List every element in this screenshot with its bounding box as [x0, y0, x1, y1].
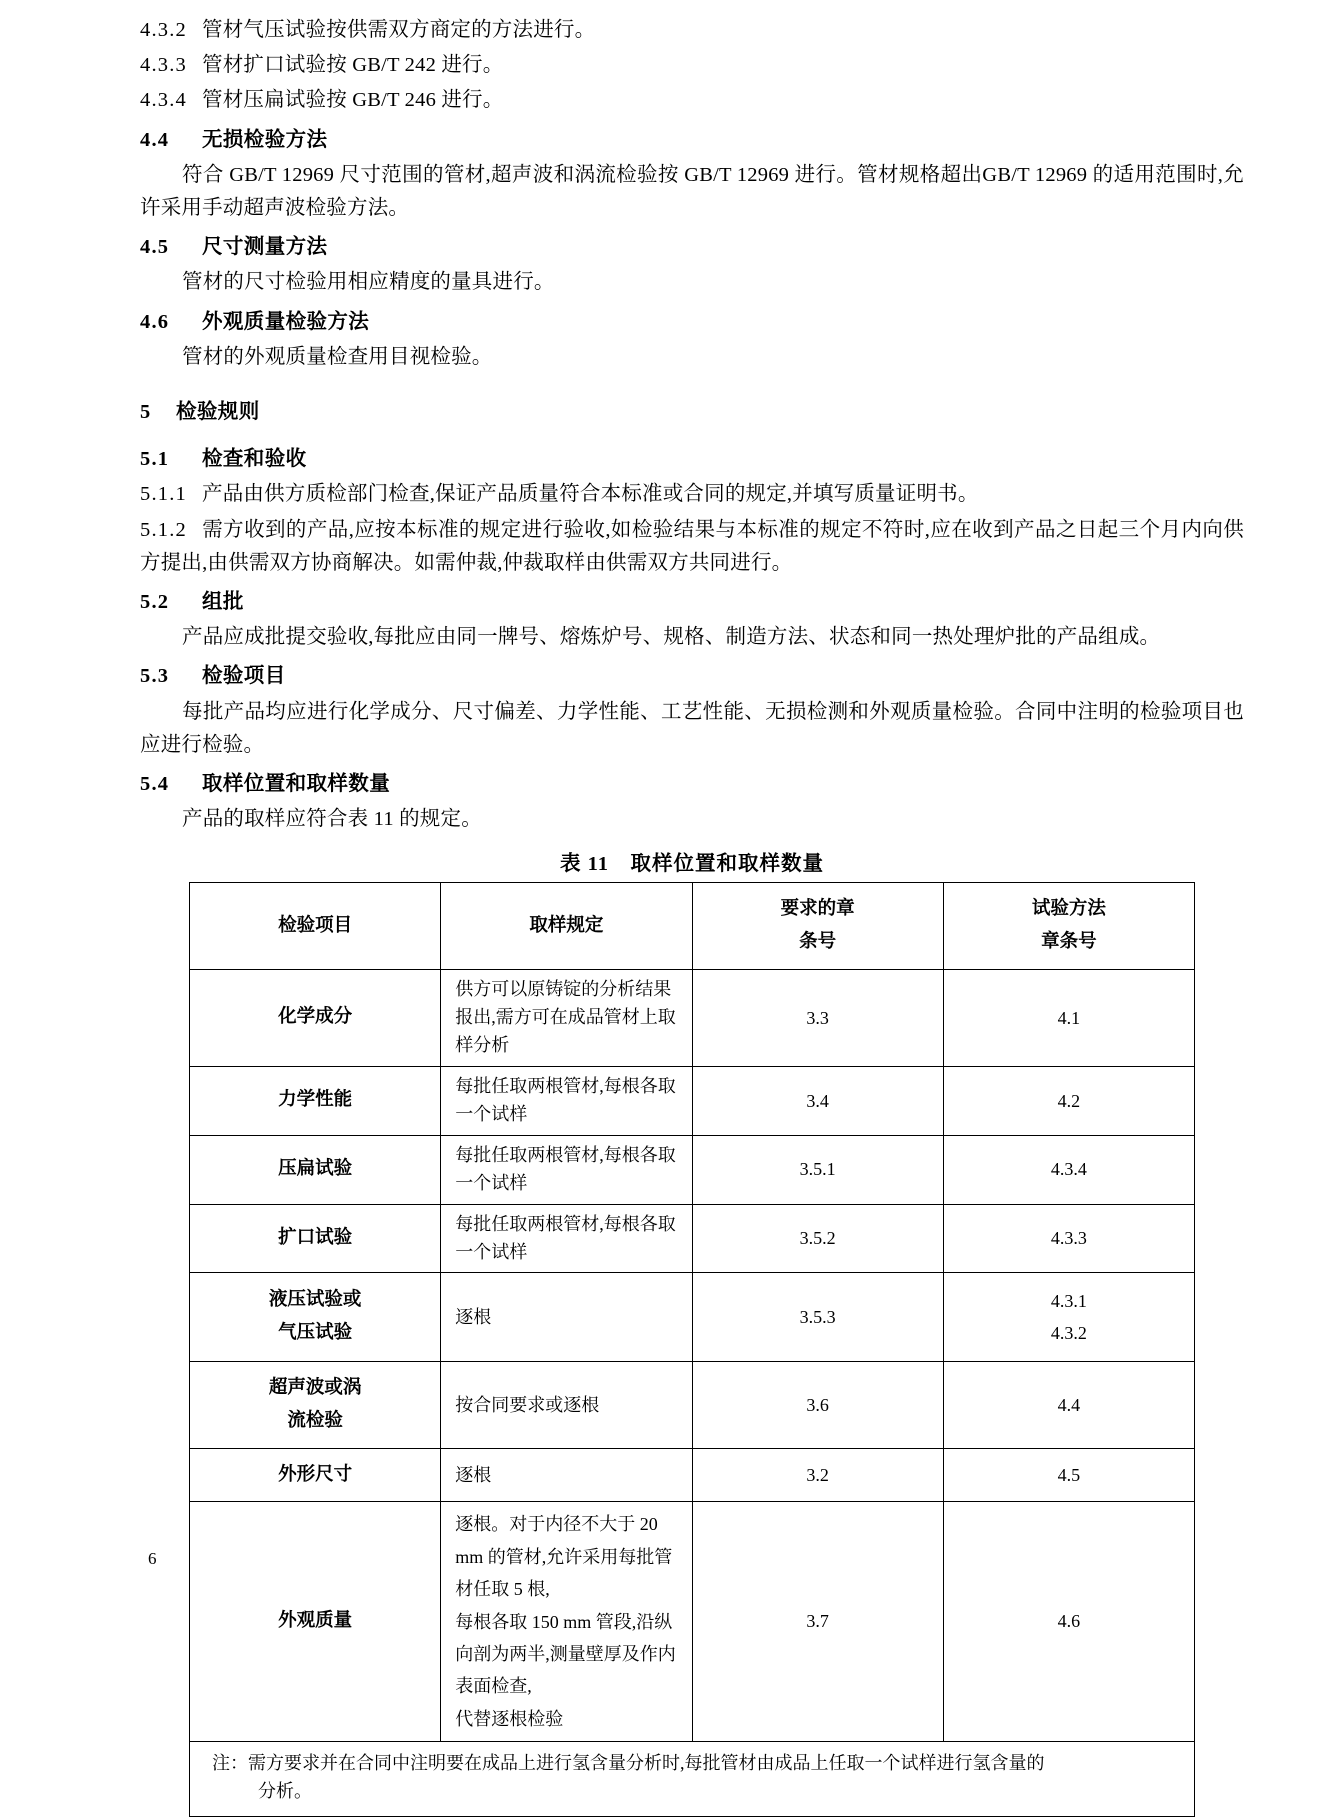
- table-row: [190, 970, 1195, 1067]
- cell-item: 力学性能: [190, 1067, 441, 1136]
- heading-title: 检查和验收: [202, 448, 307, 471]
- heading-5-2: [140, 586, 1244, 619]
- heading-title: 无损检验方法: [202, 128, 328, 151]
- clause-text: 管材气压试验按供需双方商定的方法进行。: [202, 19, 596, 41]
- sampling-table: [189, 882, 1195, 1817]
- cell-requirement: 3.6: [692, 1362, 943, 1449]
- table-row: [190, 1204, 1195, 1273]
- cell-rule: 逐根: [441, 1449, 692, 1502]
- cell-item-line2: 气压试验: [278, 1323, 353, 1344]
- cell-method-line1: 4.3.1: [1050, 1291, 1087, 1312]
- cell-item-line2: 流检验: [287, 1411, 343, 1432]
- header-requirement-clause-line2: 条号: [799, 932, 837, 953]
- cell-method: 4.1: [943, 970, 1194, 1067]
- header-test-method-line1: 试验方法: [1031, 899, 1106, 920]
- cell-rule: [441, 1502, 692, 1742]
- table-row: [190, 1135, 1195, 1204]
- heading-number: 4.4: [140, 128, 170, 151]
- paragraph-4-5: 管材的尺寸检验用相应精度的量具进行。: [182, 271, 555, 294]
- clause-number: 5.1.1: [140, 483, 187, 506]
- clause-4-3-4: [140, 84, 1244, 117]
- table-row: [190, 1502, 1195, 1742]
- heading-number: 5.2: [140, 591, 170, 614]
- clause-5-1-2: [140, 514, 1244, 580]
- clause-number: 4.3.4: [140, 89, 187, 112]
- table-note-line1: 注：需方要求并在合同中注明要在成品上进行氢含量分析时,每批管材由成品上任取一个试样进行氢含量的: [212, 1753, 1045, 1774]
- cell-rule-line2: 每根各取 150 mm 管段,沿纵向剖为两半,测量壁厚及作内表面检查,: [455, 1611, 676, 1697]
- paragraph-4-4: 符合 GB/T 12969 尺寸范围的管材,超声波和涡流检验按 GB/T 12969 进行。管材规格超出GB/T 12969 的适用范围时,允许采用手动超声波检验方法。: [140, 163, 1244, 220]
- cell-requirement: 3.7: [692, 1502, 943, 1742]
- cell-item: [190, 1273, 441, 1362]
- table-row: [190, 1362, 1195, 1449]
- cell-method: 4.2: [943, 1067, 1194, 1136]
- cell-item-line1: 超声波或涡: [268, 1378, 362, 1399]
- cell-requirement: 3.5.2: [692, 1204, 943, 1273]
- table-row: [190, 1273, 1195, 1362]
- paragraph-5-3: 每批产品均应进行化学成分、尺寸偏差、力学性能、工艺性能、无损检测和外观质量检验。合同中注明的检验项目也应进行检验。: [140, 700, 1244, 756]
- table-caption: 表 11 取样位置和取样数量: [560, 853, 824, 876]
- clause-number: 4.3.2: [140, 19, 187, 41]
- clause-4-3-2: [140, 14, 1244, 47]
- heading-title: 检验规则: [176, 401, 260, 424]
- cell-method: 4.4: [943, 1362, 1194, 1449]
- heading-4-6: [140, 306, 1244, 339]
- cell-item: 外观质量: [190, 1502, 441, 1742]
- heading-number: 5.1: [140, 448, 170, 471]
- cell-item: [190, 1362, 441, 1449]
- paragraph-5-4: 产品的取样应符合表 11 的规定。: [182, 808, 482, 831]
- table-note-line2: 分析。: [258, 1781, 312, 1802]
- cell-rule: 每批任取两根管材,每根各取一个试样: [441, 1135, 692, 1204]
- header-test-method-clause: [943, 883, 1194, 970]
- heading-title: 尺寸测量方法: [202, 236, 328, 259]
- heading-5: [140, 396, 1244, 429]
- cell-requirement: 3.5.1: [692, 1135, 943, 1204]
- heading-title: 检验项目: [202, 665, 286, 688]
- table-header-row: [190, 883, 1195, 970]
- cell-requirement: 3.3: [692, 970, 943, 1067]
- cell-method-line2: 4.3.2: [1050, 1323, 1087, 1344]
- table-row: [190, 1067, 1195, 1136]
- cell-rule: 按合同要求或逐根: [441, 1362, 692, 1449]
- paragraph-5-2: 产品应成批提交验收,每批应由同一牌号、熔炼炉号、规格、制造方法、状态和同一热处理炉批的产品组成。: [182, 626, 1161, 649]
- heading-number: 5.3: [140, 665, 170, 688]
- clause-text: 管材扩口试验按 GB/T 242 进行。: [202, 54, 504, 77]
- cell-item: 扩口试验: [190, 1204, 441, 1273]
- cell-method: 4.3.4: [943, 1135, 1194, 1204]
- header-sampling-rule: 取样规定: [441, 883, 692, 970]
- heading-title: 外观质量检验方法: [202, 310, 370, 333]
- header-inspection-item: 检验项目: [190, 883, 441, 970]
- heading-number: 5: [140, 401, 152, 424]
- cell-method: 4.3.3: [943, 1204, 1194, 1273]
- cell-requirement: 3.2: [692, 1449, 943, 1502]
- heading-title: 组批: [202, 591, 244, 614]
- heading-number: 4.5: [140, 236, 170, 259]
- clause-number: 5.1.2: [140, 518, 187, 541]
- heading-number: 4.6: [140, 310, 170, 333]
- cell-rule: 供方可以原铸锭的分析结果报出,需方可在成品管材上取样分析: [441, 970, 692, 1067]
- page-number: 6: [148, 1549, 157, 1568]
- cell-rule: 每批任取两根管材,每根各取一个试样: [441, 1067, 692, 1136]
- cell-item: 外形尺寸: [190, 1449, 441, 1502]
- heading-5-1: [140, 443, 1244, 476]
- cell-requirement: 3.4: [692, 1067, 943, 1136]
- heading-title: 取样位置和取样数量: [202, 773, 391, 796]
- cell-rule: 逐根: [441, 1273, 692, 1362]
- header-test-method-line2: 章条号: [1041, 932, 1097, 953]
- cell-method: 4.5: [943, 1449, 1194, 1502]
- header-requirement-clause: [692, 883, 943, 970]
- cell-method: 4.6: [943, 1502, 1194, 1742]
- paragraph-4-6: 管材的外观质量检查用目视检验。: [182, 345, 493, 368]
- table-note-row: [190, 1742, 1195, 1817]
- cell-method: [943, 1273, 1194, 1362]
- cell-rule: 每批任取两根管材,每根各取一个试样: [441, 1204, 692, 1273]
- heading-number: 5.4: [140, 773, 170, 796]
- table-note: [190, 1742, 1195, 1817]
- clause-4-3-3: [140, 49, 1244, 82]
- cell-item: 化学成分: [190, 970, 441, 1067]
- heading-4-5: [140, 231, 1244, 264]
- heading-4-4: [140, 124, 1244, 157]
- clause-5-1-1: [140, 478, 1244, 511]
- cell-rule-line3: 代替逐根检验: [455, 1708, 564, 1729]
- clause-text: 产品由供方质检部门检查,保证产品质量符合本标准或合同的规定,并填写质量证明书。: [202, 483, 979, 506]
- cell-rule-line1: 逐根。对于内径不大于 20 mm 的管材,允许采用每批管材任取 5 根,: [455, 1514, 673, 1600]
- cell-item-line1: 液压试验或: [268, 1290, 362, 1311]
- clause-text: 管材压扁试验按 GB/T 246 进行。: [202, 89, 504, 112]
- clause-text: 需方收到的产品,应按本标准的规定进行验收,如检验结果与本标准的规定不符时,应在收到产品之日起三个月内向供方提出,由供需双方协商解决。如需仲裁,仲裁取样由供需双方共同进行。: [140, 518, 1244, 574]
- cell-requirement: 3.5.3: [692, 1273, 943, 1362]
- header-requirement-clause-line1: 要求的章: [780, 899, 855, 920]
- heading-5-3: [140, 660, 1244, 693]
- heading-5-4: [140, 768, 1244, 801]
- cell-item: 压扁试验: [190, 1135, 441, 1204]
- clause-number: 4.3.3: [140, 54, 187, 77]
- table-row: [190, 1449, 1195, 1502]
